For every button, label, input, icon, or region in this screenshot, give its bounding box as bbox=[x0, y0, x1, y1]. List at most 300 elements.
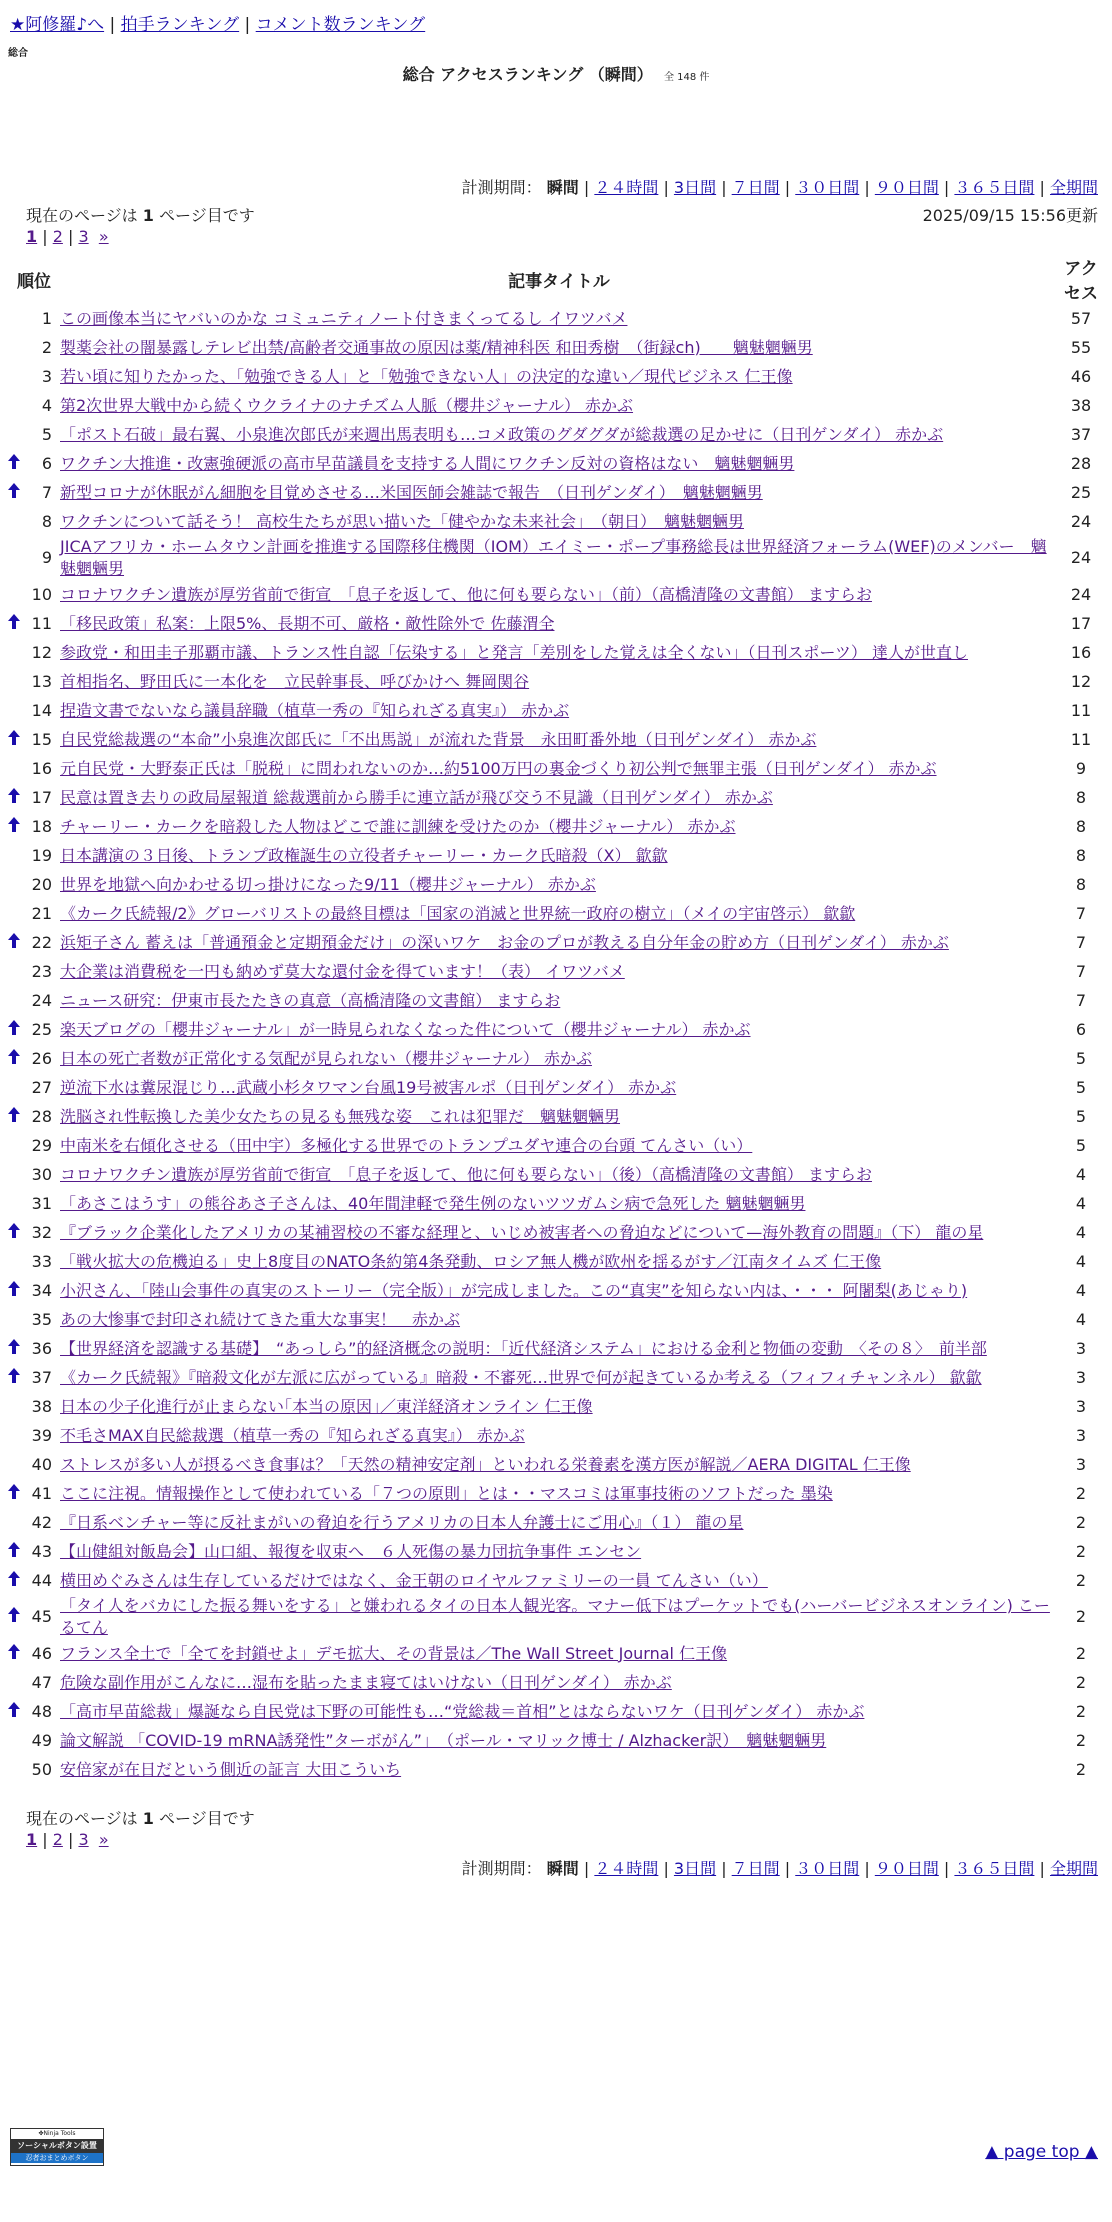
rank-change-cell bbox=[8, 304, 22, 333]
updated-timestamp: 2025/09/15 15:56更新 bbox=[922, 206, 1098, 225]
access-count: 4 bbox=[1075, 1280, 1087, 1300]
access-count: 8 bbox=[1075, 816, 1087, 836]
arrow-up-icon bbox=[8, 787, 22, 803]
access-count: 7 bbox=[1075, 961, 1087, 981]
table-row bbox=[8, 638, 1104, 667]
access-count: 2 bbox=[1075, 1672, 1087, 1692]
period-all[interactable]: 全期間 bbox=[1049, 1859, 1098, 1878]
article-link[interactable]: 日本講演の３日後、トランプ政権誕生の立役者チャーリー・カーク氏暗殺（X） 歙歙 bbox=[60, 845, 668, 865]
rank-change-cell bbox=[8, 1189, 22, 1218]
article-link[interactable]: 「ポスト石破」最右翼、小泉進次郎氏が来週出馬表明も…コメ政策のグダグダが総裁選の足かせに（日刊ゲンダイ） 赤かぶ bbox=[60, 424, 944, 444]
article-link[interactable]: 中南米を右傾化させる（田中宇）多極化する世界でのトランプユダヤ連合の台頭 てんさい（い） bbox=[60, 1135, 753, 1155]
table-row bbox=[8, 1305, 1104, 1334]
rank-change-cell bbox=[8, 580, 22, 609]
table-row bbox=[8, 1450, 1104, 1479]
article-link[interactable]: 首相指名、野田氏に一本化を 立民幹事長、呼びかけへ 舞岡関谷 bbox=[60, 671, 530, 691]
rank-change-cell bbox=[8, 420, 22, 449]
rank-change-cell bbox=[8, 1450, 22, 1479]
table-row bbox=[8, 1276, 1104, 1305]
comment-ranking-link[interactable]: コメント数ランキング bbox=[255, 15, 426, 35]
table-row bbox=[8, 957, 1104, 986]
rank-change-cell bbox=[8, 507, 22, 536]
rank-number: 24 bbox=[31, 990, 52, 1010]
article-title-cell bbox=[60, 1189, 1058, 1218]
table-row bbox=[8, 1697, 1104, 1726]
rank-number: 36 bbox=[31, 1338, 52, 1358]
header-title: 記事タイトル bbox=[508, 271, 610, 292]
article-title-cell bbox=[60, 1639, 1058, 1668]
page-3-link[interactable]: 3 bbox=[78, 227, 89, 246]
access-count: 17 bbox=[1070, 613, 1092, 633]
article-title-cell bbox=[60, 1102, 1058, 1131]
current-page-text-bottom: 現在のページは 1 ページ目です bbox=[26, 1809, 255, 1828]
rank-number: 42 bbox=[31, 1512, 52, 1532]
rank-change-cell bbox=[8, 667, 22, 696]
period-365d[interactable]: ３６５日間 bbox=[954, 178, 1035, 197]
table-header bbox=[8, 254, 1104, 304]
rank-number: 37 bbox=[31, 1367, 52, 1387]
period-24h[interactable]: ２４時間 bbox=[594, 178, 659, 197]
total-count: 全 148 件 bbox=[663, 72, 710, 83]
rank-change-cell bbox=[8, 986, 22, 1015]
article-link[interactable]: 製薬会社の闇暴露しテレビ出禁/高齢者交通事故の原因は薬/精神科医 和田秀樹 （街録ch) 魑魅魍魎男 bbox=[60, 337, 813, 357]
page-2-link[interactable]: 2 bbox=[52, 227, 63, 246]
period-90d[interactable]: ９０日間 bbox=[874, 178, 939, 197]
article-link[interactable]: 浜矩子さん 蓄えは「普通預金と定期預金だけ」の深いワケ お金のプロが教える自分年金の貯め方（日刊ゲンダイ） 赤かぶ bbox=[60, 932, 949, 952]
article-title-cell bbox=[60, 1160, 1058, 1189]
rank-number: 35 bbox=[31, 1309, 52, 1329]
article-link[interactable]: 世界を地獄へ向かわせる切っ掛けになった9/11（櫻井ジャーナル） 赤かぶ bbox=[60, 874, 596, 894]
rank-change-cell bbox=[8, 696, 22, 725]
article-link[interactable]: 自民党総裁選の“本命”小泉進次郎氏に「不出馬説」が流れた背景 永田町番外地（日刊ゲンダイ） 赤かぶ bbox=[60, 729, 817, 749]
rank-number: 9 bbox=[41, 548, 52, 567]
article-link[interactable]: 《カーク氏続報》『暗殺文化が左派に広がっている』暗殺・不審死…世界で何が起きているか考える（フィフィチャンネル） 歙歙 bbox=[60, 1367, 982, 1387]
article-link[interactable]: ワクチンについて話そう！ 高校生たちが思い描いた「健やかな未来社会」 （朝日） 魑魅魍魎男 bbox=[60, 511, 744, 531]
rank-change-cell bbox=[8, 928, 22, 957]
rank-change-cell bbox=[8, 536, 22, 580]
article-title-cell bbox=[60, 638, 1058, 667]
access-count: 7 bbox=[1075, 932, 1087, 952]
rank-number: 12 bbox=[31, 642, 52, 662]
table-row bbox=[8, 1334, 1104, 1363]
article-link[interactable]: ニュース研究：伊東市長たたきの真意（高橋清隆の文書館） ますらお bbox=[60, 990, 561, 1010]
page-1-link[interactable]: 1 bbox=[26, 1830, 38, 1849]
badge-title: ソーシャルボタン設置 bbox=[11, 2139, 103, 2153]
table-row bbox=[8, 507, 1104, 536]
table-row bbox=[8, 333, 1104, 362]
arrow-up-icon bbox=[8, 613, 22, 629]
rank-number: 2 bbox=[41, 337, 52, 357]
article-link[interactable]: 「あさこはうす」の熊谷あさ子さんは、40年間津軽で発生例のないツツガムシ病で急死した 魑魅魍魎男 bbox=[60, 1193, 806, 1213]
access-count: 4 bbox=[1075, 1164, 1087, 1184]
rank-change-cell bbox=[8, 362, 22, 391]
period-24h[interactable]: ２４時間 bbox=[594, 1859, 659, 1878]
table-row bbox=[8, 667, 1104, 696]
rank-change-cell bbox=[8, 1508, 22, 1537]
article-link[interactable]: この画像本当にヤバいのかな コミュニティノート付きまくってるし イワツバメ bbox=[60, 308, 628, 328]
page-2-link[interactable]: 2 bbox=[52, 1830, 63, 1849]
ranking-body bbox=[8, 304, 1104, 1784]
access-count: 8 bbox=[1075, 787, 1087, 807]
arrow-up-icon bbox=[8, 1541, 22, 1557]
rank-change-cell bbox=[8, 1044, 22, 1073]
article-link[interactable]: 【山健組対飯島会】山口組、報復を収束へ ６人死傷の暴力団抗争事件 エンセン bbox=[60, 1541, 642, 1561]
table-row bbox=[8, 609, 1104, 638]
page-3-link[interactable]: 3 bbox=[78, 1830, 89, 1849]
article-link[interactable]: 民意は置き去りの政局屋報道 総裁選前から勝手に連立話が飛び交う不見識（日刊ゲンダイ） 赤かぶ bbox=[60, 787, 773, 807]
table-row bbox=[8, 812, 1104, 841]
category-label: 総合 bbox=[8, 48, 28, 59]
article-link[interactable]: 横田めぐみさんは生存しているだけではなく、金王朝のロイヤルファミリーの一員 てんさい（い） bbox=[60, 1570, 768, 1590]
article-title-cell bbox=[60, 783, 1058, 812]
article-link[interactable]: 『ブラック企業化したアメリカの某補習校の不審な経理と、いじめ被害者への脅迫などについて—海外教育の問題』（下） 龍の星 bbox=[60, 1222, 984, 1242]
article-link[interactable]: 不毛さMAX自民総裁選（植草一秀の『知られざる真実』） 赤かぶ bbox=[60, 1425, 525, 1445]
article-title-cell bbox=[60, 420, 1058, 449]
table-row bbox=[8, 1726, 1104, 1755]
article-link[interactable]: 《カーク氏続報/2》グローバリストの最終目標は「国家の消滅と世界統一政府の樹立」（メイの宇宙啓示） 歙歙 bbox=[60, 903, 856, 923]
article-title-cell bbox=[60, 1479, 1058, 1508]
article-title-cell bbox=[60, 1044, 1058, 1073]
table-row bbox=[8, 1537, 1104, 1566]
page-1-link[interactable]: 1 bbox=[26, 227, 38, 246]
rank-change-cell bbox=[8, 391, 22, 420]
article-title-cell bbox=[60, 1247, 1058, 1276]
article-title-cell bbox=[60, 754, 1058, 783]
rank-number: 39 bbox=[31, 1425, 52, 1445]
access-count: 5 bbox=[1075, 1077, 1087, 1097]
article-title-cell bbox=[60, 928, 1058, 957]
rank-number: 19 bbox=[31, 845, 52, 865]
article-link[interactable]: 「タイ人をバカにした振る舞いをする」と嫌われるタイの日本人観光客。マナー低下はプーケットでも(ハーバービジネスオンライン) こーるてん bbox=[60, 1596, 1050, 1637]
article-link[interactable]: 「移民政策」私案：上限5%、長期不可、厳格・敵性除外で 佐藤渭全 bbox=[60, 613, 555, 633]
rank-number: 46 bbox=[31, 1643, 52, 1663]
access-count: 5 bbox=[1075, 1048, 1087, 1068]
arrow-up-icon bbox=[8, 1701, 22, 1717]
article-title-cell bbox=[60, 304, 1058, 333]
arrow-up-icon bbox=[8, 1483, 22, 1499]
table-row bbox=[8, 391, 1104, 420]
rank-number: 20 bbox=[31, 874, 52, 894]
rank-change-cell bbox=[8, 1595, 22, 1639]
access-count: 2 bbox=[1075, 1730, 1087, 1750]
rank-number: 28 bbox=[31, 1106, 52, 1126]
rank-change-cell bbox=[8, 1276, 22, 1305]
rank-number: 6 bbox=[41, 453, 52, 473]
top-navigation bbox=[10, 10, 425, 35]
table-row bbox=[8, 449, 1104, 478]
period-selector-top: 計測期間： 瞬間 | ２４時間 | 3日間 | ７日間 | ３０日間 | ９０日間 | ３６５日間 | 全期間 bbox=[461, 178, 1098, 197]
arrow-up-icon bbox=[8, 816, 22, 832]
article-link[interactable]: 日本の死亡者数が正常化する気配が見られない（櫻井ジャーナル） 赤かぶ bbox=[60, 1048, 592, 1068]
article-title-cell bbox=[60, 609, 1058, 638]
page-top-link[interactable]: ▲ page top ▲ bbox=[985, 2142, 1098, 2162]
period-30d[interactable]: ３０日間 bbox=[795, 178, 860, 197]
article-link[interactable]: 【世界経済を認識する基礎】 “あっしら”的経済概念の説明：「近代経済システム」における金利と物価の変動 〈その８〉 前半部 bbox=[60, 1338, 987, 1358]
rank-number: 31 bbox=[31, 1193, 52, 1213]
table-row bbox=[8, 1479, 1104, 1508]
access-count: 2 bbox=[1075, 1759, 1087, 1779]
article-title-cell bbox=[60, 696, 1058, 725]
rank-change-cell bbox=[8, 1247, 22, 1276]
arrow-up-icon bbox=[8, 1367, 22, 1383]
arrow-up-icon bbox=[8, 729, 22, 745]
article-link[interactable]: 参政党・和田圭子那覇市議、トランス性自認「伝染する」と発言「差別をした覚えは全くない」（日刊スポーツ） 達人が世直し bbox=[60, 642, 968, 662]
rank-change-cell bbox=[8, 725, 22, 754]
access-count: 4 bbox=[1075, 1222, 1087, 1242]
rank-number: 41 bbox=[31, 1483, 52, 1503]
table-row bbox=[8, 1595, 1104, 1639]
article-link[interactable]: あの大惨事で封印され続けてきた重大な事実！ 赤かぶ bbox=[60, 1309, 461, 1329]
access-count: 24 bbox=[1070, 548, 1092, 567]
rank-change-cell bbox=[8, 783, 22, 812]
article-title-cell bbox=[60, 667, 1058, 696]
access-count: 37 bbox=[1070, 424, 1092, 444]
rank-number: 38 bbox=[31, 1396, 52, 1416]
table-row bbox=[8, 304, 1104, 333]
table-row bbox=[8, 1639, 1104, 1668]
access-count: 24 bbox=[1070, 584, 1092, 604]
next-page-link[interactable]: » bbox=[98, 1830, 109, 1849]
article-title-cell bbox=[60, 899, 1058, 928]
rank-number: 21 bbox=[31, 903, 52, 923]
access-count: 5 bbox=[1075, 1106, 1087, 1126]
current-page-text: 現在のページは 1 ページ目です bbox=[26, 206, 255, 225]
rank-change-cell bbox=[8, 1102, 22, 1131]
rank-change-cell bbox=[8, 1755, 22, 1784]
article-title-cell bbox=[60, 1392, 1058, 1421]
rank-change-cell bbox=[8, 449, 22, 478]
rank-change-cell bbox=[8, 638, 22, 667]
access-count: 24 bbox=[1070, 511, 1092, 531]
table-row bbox=[8, 841, 1104, 870]
article-title-cell bbox=[60, 812, 1058, 841]
social-button-badge[interactable] bbox=[10, 2128, 104, 2166]
access-count: 55 bbox=[1070, 337, 1092, 357]
article-link[interactable]: 元自民党・大野泰正氏は「脱税」に問われないのか…約5100万円の裏金づくり初公判で無罪主張（日刊ゲンダイ） 赤かぶ bbox=[60, 758, 937, 778]
article-link[interactable]: 安倍家が在日だという側近の証言 大田こういち bbox=[60, 1759, 402, 1779]
rank-number: 17 bbox=[31, 787, 52, 807]
article-link[interactable]: 論文解説 「COVID-19 mRNA誘発性”ターボがん”」 （ポール・マリック博士 / Alzhacker訳） 魑魅魍魎男 bbox=[60, 1730, 827, 1750]
rank-number: 44 bbox=[31, 1570, 52, 1590]
rank-number: 47 bbox=[31, 1672, 52, 1692]
rank-change-cell bbox=[8, 1639, 22, 1668]
arrow-up-icon bbox=[8, 1570, 22, 1586]
period-90d[interactable]: ９０日間 bbox=[874, 1859, 939, 1878]
article-link[interactable]: 楽天ブログの「櫻井ジャーナル」が一時見られなくなった件について（櫻井ジャーナル） 赤かぶ bbox=[60, 1019, 751, 1039]
article-link[interactable]: 捏造文書でないなら議員辞職（植草一秀の『知られざる真実』） 赤かぶ bbox=[60, 700, 570, 720]
article-title-cell bbox=[60, 1537, 1058, 1566]
article-title-cell bbox=[60, 507, 1058, 536]
arrow-up-icon bbox=[8, 1606, 22, 1622]
badge-brand: ✤Ninja Tools bbox=[38, 2130, 76, 2137]
article-title-cell bbox=[60, 1595, 1058, 1639]
arrow-up-icon bbox=[8, 932, 22, 948]
rank-number: 32 bbox=[31, 1222, 52, 1242]
table-row bbox=[8, 754, 1104, 783]
header-access: アクセス bbox=[1064, 259, 1098, 304]
badge-subtitle: 忍者おまとめボタン bbox=[11, 2153, 103, 2163]
rank-change-cell bbox=[8, 1160, 22, 1189]
arrow-up-icon bbox=[8, 1048, 22, 1064]
rank-change-cell bbox=[8, 1334, 22, 1363]
access-count: 4 bbox=[1075, 1309, 1087, 1329]
article-title-cell bbox=[60, 333, 1058, 362]
access-count: 2 bbox=[1075, 1541, 1087, 1561]
article-link[interactable]: 「高市早苗総裁」爆誕なら自民党は下野の可能性も…“党総裁＝首相”とはならないワケ（日刊ゲンダイ） 赤かぶ bbox=[60, 1701, 865, 1721]
access-count: 3 bbox=[1075, 1367, 1087, 1387]
access-count: 3 bbox=[1075, 1396, 1087, 1416]
article-link[interactable]: コロナワクチン遺族が厚労省前で街宣 「息子を返して、他に何も要らない」（後）（高橋清隆の文書館） ますらお bbox=[60, 1164, 872, 1184]
table-row bbox=[8, 1392, 1104, 1421]
table-row bbox=[8, 1247, 1104, 1276]
article-link[interactable]: 若い頃に知りたかった、「勉強できる人」と「勉強できない人」の決定的な違い／現代ビジネス 仁王像 bbox=[60, 366, 793, 386]
article-title-cell bbox=[60, 1566, 1058, 1595]
rank-number: 5 bbox=[41, 424, 52, 444]
article-link[interactable]: ストレスが多い人が摂るべき食事は？「天然の精神安定剤」といわれる栄養素を漢方医が解説／AERA DIGITAL 仁王像 bbox=[60, 1454, 911, 1474]
table-row bbox=[8, 1668, 1104, 1697]
table-row bbox=[8, 478, 1104, 507]
article-title-cell bbox=[60, 725, 1058, 754]
access-count: 2 bbox=[1075, 1607, 1087, 1626]
table-row bbox=[8, 580, 1104, 609]
article-link[interactable]: フランス全土で「全てを封鎖せよ」デモ拡大、その背景は／The Wall Street Journal 仁王像 bbox=[60, 1643, 728, 1663]
table-row bbox=[8, 870, 1104, 899]
table-row bbox=[8, 362, 1104, 391]
rank-change-cell bbox=[8, 1697, 22, 1726]
article-link[interactable]: 新型コロナが休眠がん細胞を目覚めさせる…米国医師会雑誌で報告 （日刊ゲンダイ） 魑魅魍魎男 bbox=[60, 482, 763, 502]
access-count: 3 bbox=[1075, 1425, 1087, 1445]
article-link[interactable]: ワクチン大推進・改憲強硬派の高市早苗議員を支持する人間にワクチン反対の資格はない 魑魅魍魎男 bbox=[60, 453, 795, 473]
arrow-up-icon bbox=[8, 1643, 22, 1659]
rank-change-cell bbox=[8, 609, 22, 638]
rank-number: 1 bbox=[41, 308, 52, 328]
article-title-cell bbox=[60, 1755, 1058, 1784]
rank-number: 22 bbox=[31, 932, 52, 952]
rank-number: 27 bbox=[31, 1077, 52, 1097]
home-link[interactable]: ★阿修羅♪へ bbox=[10, 15, 105, 35]
table-row bbox=[8, 1508, 1104, 1537]
rank-number: 45 bbox=[31, 1607, 52, 1626]
access-count: 57 bbox=[1070, 308, 1092, 328]
access-count: 8 bbox=[1075, 874, 1087, 894]
table-row bbox=[8, 1102, 1104, 1131]
article-link[interactable]: 逆流下水は糞尿混じり…武蔵小杉タワマン台風19号被害ルポ（日刊ゲンダイ） 赤かぶ bbox=[60, 1077, 677, 1097]
table-row bbox=[8, 1015, 1104, 1044]
table-row bbox=[8, 1421, 1104, 1450]
period-3d[interactable]: 3日間 bbox=[673, 178, 717, 197]
rank-change-cell bbox=[8, 1305, 22, 1334]
period-all[interactable]: 全期間 bbox=[1049, 178, 1098, 197]
article-title-cell bbox=[60, 1697, 1058, 1726]
rank-change-cell bbox=[8, 1421, 22, 1450]
access-count: 8 bbox=[1075, 845, 1087, 865]
article-title-cell bbox=[60, 1305, 1058, 1334]
table-row bbox=[8, 696, 1104, 725]
rank-change-cell bbox=[8, 1537, 22, 1566]
period-label: 計測期間： bbox=[461, 178, 542, 197]
article-link[interactable]: 小沢さん、「陸山会事件の真実のストーリー（完全版）」が完成しました。この“真実”を知らない内は、・・・ 阿闍梨(あじゃり) bbox=[60, 1280, 968, 1300]
article-link[interactable]: 洗脳され性転換した美少女たちの見るも無残な姿 これは犯罪だ 魑魅魍魎男 bbox=[60, 1106, 621, 1126]
period-7d[interactable]: ７日間 bbox=[731, 178, 780, 197]
access-count: 38 bbox=[1070, 395, 1092, 415]
article-link[interactable]: 「戦火拡大の危機迫る」史上8度目のNATO条約第4条発動、ロシア無人機が欧州を揺るがす／江南タイムズ 仁王像 bbox=[60, 1251, 882, 1271]
header-rank: 順位 bbox=[17, 271, 51, 292]
nav-separator: | bbox=[104, 15, 121, 35]
article-title-cell bbox=[60, 1334, 1058, 1363]
article-title-cell bbox=[60, 986, 1058, 1015]
rank-number: 43 bbox=[31, 1541, 52, 1561]
arrow-up-icon bbox=[8, 482, 22, 498]
article-link[interactable]: ここに注視。情報操作として使われている「７つの原則」とは・・マスコミは軍事技術のソフトだった 墨染 bbox=[60, 1483, 833, 1503]
article-title-cell bbox=[60, 580, 1058, 609]
period-30d[interactable]: ３０日間 bbox=[795, 1859, 860, 1878]
rank-change-cell bbox=[8, 1726, 22, 1755]
rank-number: 48 bbox=[31, 1701, 52, 1721]
period-instant: 瞬間 bbox=[546, 178, 579, 197]
table-row bbox=[8, 928, 1104, 957]
rank-number: 18 bbox=[31, 816, 52, 836]
article-title-cell bbox=[60, 1131, 1058, 1160]
rank-number: 34 bbox=[31, 1280, 52, 1300]
article-title-cell bbox=[60, 1450, 1058, 1479]
period-instant: 瞬間 bbox=[546, 1859, 579, 1878]
table-row bbox=[8, 1566, 1104, 1595]
arrow-up-icon bbox=[8, 1280, 22, 1296]
article-link[interactable]: 『日系ベンチャー等に反社まがいの脅迫を行うアメリカの日本人弁護士にご用心』（１） 龍の星 bbox=[60, 1512, 744, 1532]
rank-number: 25 bbox=[31, 1019, 52, 1039]
article-link[interactable]: 危険な副作用がこんなに…湿布を貼ったまま寝てはいけない（日刊ゲンダイ） 赤かぶ bbox=[60, 1672, 672, 1692]
rank-number: 4 bbox=[41, 395, 52, 415]
table-row bbox=[8, 1363, 1104, 1392]
article-title-cell bbox=[60, 1726, 1058, 1755]
access-count: 5 bbox=[1075, 1135, 1087, 1155]
article-link[interactable]: チャーリー・カークを暗殺した人物はどこで誰に訓練を受けたのか（櫻井ジャーナル） 赤かぶ bbox=[60, 816, 736, 836]
access-count: 4 bbox=[1075, 1251, 1087, 1271]
article-title-cell bbox=[60, 870, 1058, 899]
rank-change-cell bbox=[8, 899, 22, 928]
rank-number: 23 bbox=[31, 961, 52, 981]
period-365d[interactable]: ３６５日間 bbox=[954, 1859, 1035, 1878]
article-link[interactable]: コロナワクチン遺族が厚労省前で街宣 「息子を返して、他に何も要らない」（前）（高橋清隆の文書館） ますらお bbox=[60, 584, 872, 604]
access-count: 46 bbox=[1070, 366, 1092, 386]
table-row bbox=[8, 1044, 1104, 1073]
rank-change-cell bbox=[8, 1363, 22, 1392]
next-page-link[interactable]: » bbox=[98, 227, 109, 246]
access-count: 7 bbox=[1075, 990, 1087, 1010]
article-link[interactable]: 第2次世界大戦中から続くウクライナのナチズム人脈（櫻井ジャーナル） 赤かぶ bbox=[60, 395, 634, 415]
access-count: 25 bbox=[1070, 482, 1092, 502]
clap-ranking-link[interactable]: 拍手ランキング bbox=[120, 15, 240, 35]
rank-change-cell bbox=[8, 1073, 22, 1102]
article-title-cell bbox=[60, 1073, 1058, 1102]
access-count: 3 bbox=[1075, 1454, 1087, 1474]
pager-bottom: 1 | 2 | 3 » bbox=[26, 1830, 109, 1849]
rank-number: 49 bbox=[31, 1730, 52, 1750]
rank-number: 10 bbox=[31, 584, 52, 604]
page-title-row bbox=[0, 62, 1112, 85]
rank-number: 15 bbox=[31, 729, 52, 749]
article-link[interactable]: 日本の少子化進行が止まらない｢本当の原因｣／東洋経済オンライン 仁王像 bbox=[60, 1396, 593, 1416]
rank-number: 50 bbox=[31, 1759, 52, 1779]
article-title-cell bbox=[60, 1218, 1058, 1247]
rank-change-cell bbox=[8, 1668, 22, 1697]
period-3d[interactable]: 3日間 bbox=[673, 1859, 717, 1878]
article-link[interactable]: JICAアフリカ・ホームタウン計画を推進する国際移住機関（IOM）エイミー・ポープ事務総長は世界経済フォーラム(WEF)のメンバー 魑魅魍魎男 bbox=[60, 537, 1047, 578]
access-count: 2 bbox=[1075, 1512, 1087, 1532]
article-link[interactable]: 大企業は消費税を一円も納めず莫大な還付金を得ています！（表） イワツバメ bbox=[60, 961, 625, 981]
period-7d[interactable]: ７日間 bbox=[731, 1859, 780, 1878]
access-count: 4 bbox=[1075, 1193, 1087, 1213]
